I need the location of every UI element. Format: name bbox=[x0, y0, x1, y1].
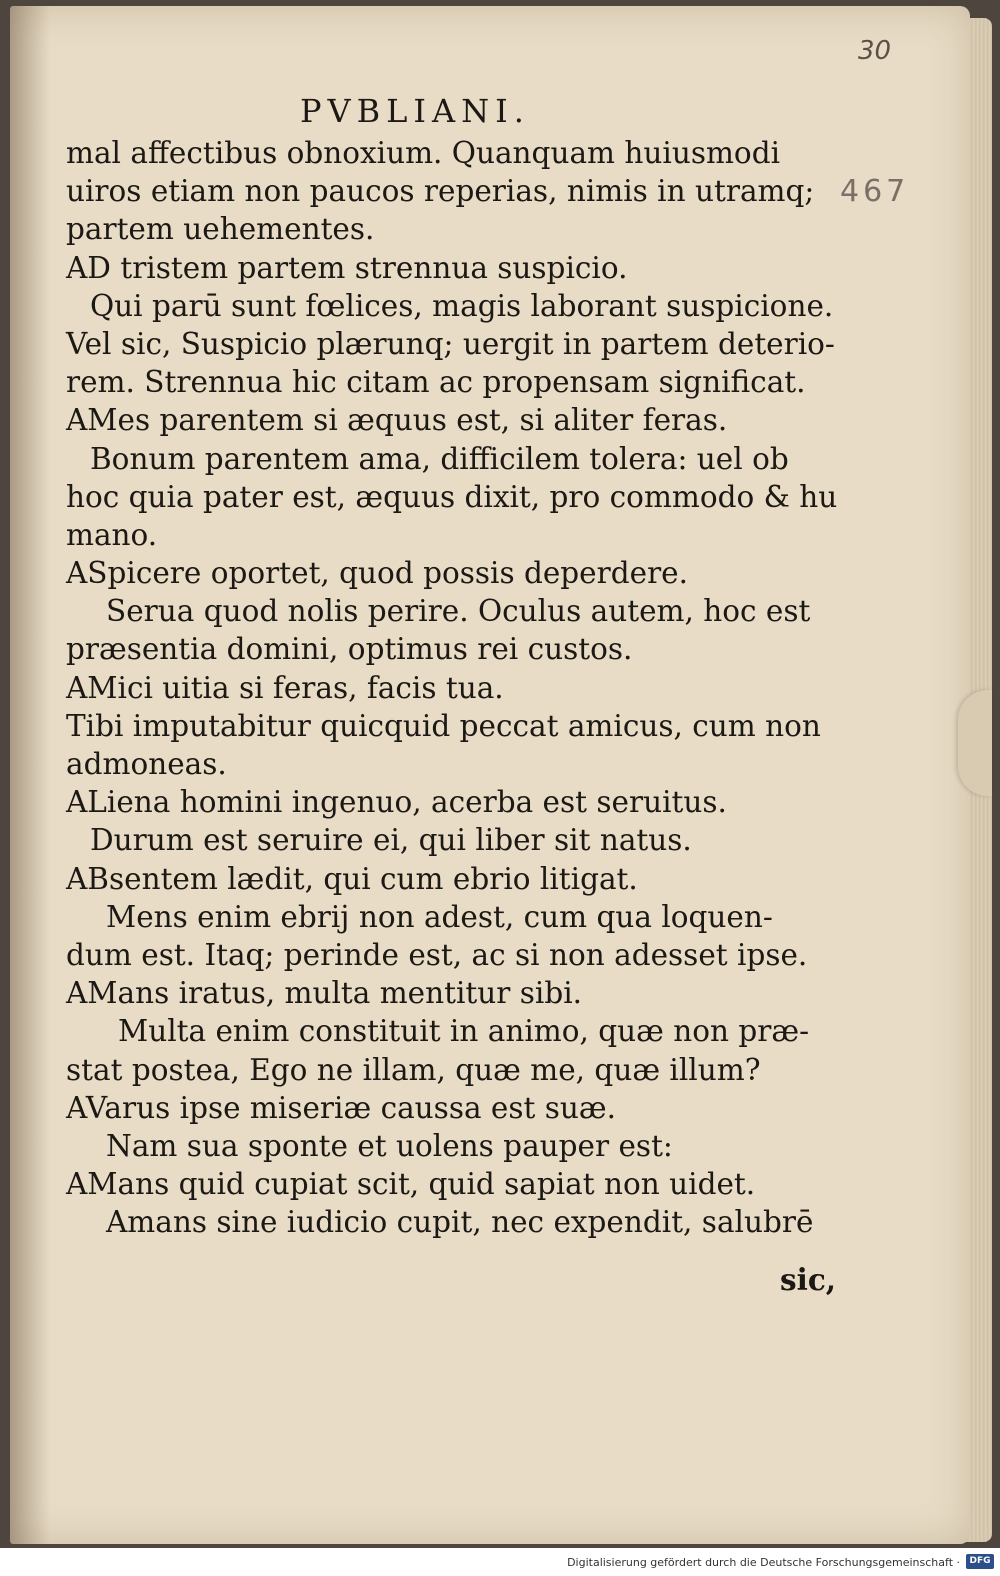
digitization-footer bbox=[0, 1548, 1000, 1576]
text-line: Serua quod nolis perire. Oculus autem, hoc est bbox=[106, 594, 811, 629]
text-line: AMans quid cupiat scit, quid sapiat non uidet. bbox=[66, 1167, 756, 1202]
text-line: ALiena homini ingenuo, acerba est seruitus. bbox=[66, 785, 727, 820]
text-line: Multa enim constituit in animo, quæ non præ- bbox=[118, 1014, 810, 1049]
text-line: Qui parū sunt fœlices, magis laborant suspicione. bbox=[90, 288, 834, 323]
text-line: AMes parentem si æquus est, si aliter feras. bbox=[66, 403, 728, 438]
page-tab-marker bbox=[958, 690, 992, 796]
text-line: admoneas. bbox=[66, 747, 227, 781]
text-line: AMans iratus, multa mentitur sibi. bbox=[66, 976, 583, 1011]
dfg-logo: DFG bbox=[966, 1554, 994, 1569]
text-line: ABsentem lædit, qui cum ebrio litigat. bbox=[66, 861, 638, 896]
text-line: AVarus ipse miseriæ caussa est suæ. bbox=[66, 1090, 616, 1125]
text-line: rem. Strennua hic citam ac propensam significat. bbox=[66, 365, 806, 400]
text-line: hoc quia pater est, æquus dixit, pro commodo & hu bbox=[66, 479, 838, 514]
running-head: PVBLIANI. bbox=[300, 92, 530, 130]
footer-credit-text: Digitalisierung gefördert durch die Deutsche Forschungsgemeinschaft · bbox=[567, 1556, 960, 1569]
text-line: dum est. Itaq; perinde est, ac si non adesset ipse. bbox=[66, 937, 808, 972]
text-line: Tibi imputabitur quicquid peccat amicus, cum non bbox=[66, 708, 821, 743]
text-line: ASpicere oportet, quod possis deperdere. bbox=[66, 556, 689, 591]
text-line: mal affectibus obnoxium. Quanquam huiusmodi bbox=[66, 136, 781, 170]
text-line: Amans sine iudicio cupit, nec expendit, salubrē bbox=[106, 1205, 814, 1240]
text-line: Nam sua sponte et uolens pauper est: bbox=[106, 1128, 673, 1163]
text-line: stat postea, Ego ne illam, quæ me, quæ illum? bbox=[66, 1052, 761, 1087]
text-line: Vel sic, Suspicio plærunq; uergit in partem deterio- bbox=[66, 326, 835, 361]
text-line: AD tristem partem strennua suspicio. bbox=[66, 250, 628, 285]
text-line: Bonum parentem ama, difficilem tolera: uel ob bbox=[90, 441, 789, 476]
text-line: AMici uitia si feras, facis tua. bbox=[66, 670, 504, 705]
body-text bbox=[66, 134, 836, 1241]
text-line: mano. bbox=[66, 517, 158, 552]
handwritten-marginal-number: 467 bbox=[840, 174, 910, 209]
text-line: præsentia domini, optimus rei custos. bbox=[66, 632, 633, 667]
handwritten-page-number: 30 bbox=[858, 36, 892, 66]
catchword: sic, bbox=[780, 1262, 837, 1297]
text-line: partem uehementes. bbox=[66, 212, 375, 247]
text-line: Durum est seruire ei, qui liber sit natus. bbox=[90, 823, 692, 858]
text-line: uiros etiam non paucos reperias, nimis in utramq; bbox=[66, 174, 815, 209]
text-line: Mens enim ebrij non adest, cum qua loquen- bbox=[106, 899, 773, 934]
page-gutter-shadow bbox=[10, 6, 50, 1544]
